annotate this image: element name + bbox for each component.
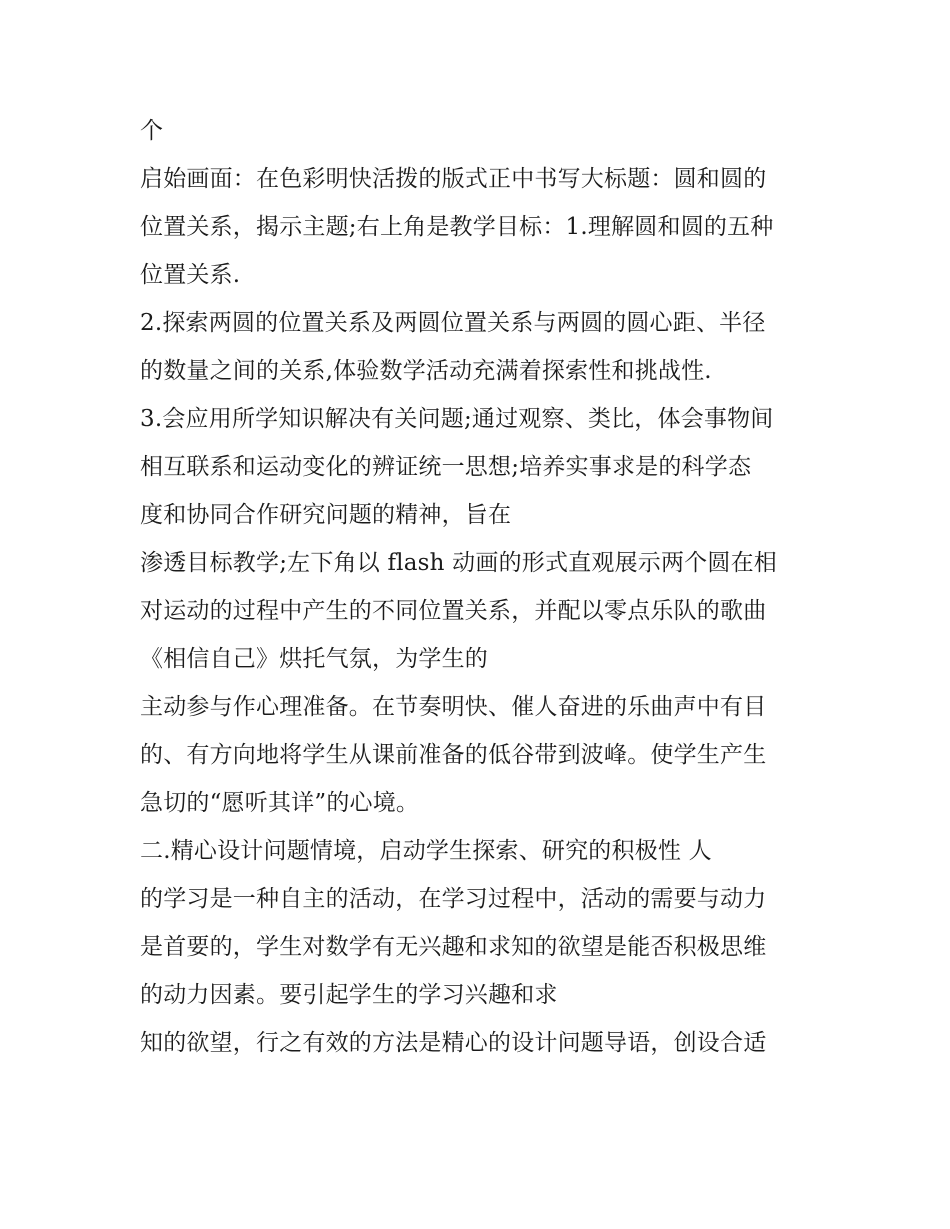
text-line: 位置关系，揭示主题;右上角是教学目标：1.理解圆和圆的五种 <box>140 214 774 240</box>
text-line: 启始画面：在色彩明快活拨的版式正中书写大标题：圆和圆的 <box>140 166 767 192</box>
text-line: 是首要的，学生对数学有无兴趣和求知的欲望是能否积极思维 <box>140 934 767 960</box>
document-body <box>140 107 820 1067</box>
text-line: 的学习是一种自主的活动，在学习过程中，活动的需要与动力 <box>140 886 767 912</box>
text-line: 渗透目标教学;左下角以 flash 动画的形式直观展示两个圆在相 <box>140 550 777 576</box>
text-line: 相互联系和运动变化的辨证统一思想;培养实事求是的科学态 <box>140 454 752 480</box>
text-line: 个 <box>140 118 164 144</box>
text-line: 急切的“愿听其详”的心境。 <box>140 790 420 816</box>
text-line: 知的欲望，行之有效的方法是精心的设计问题导语，创设合适 <box>140 1030 767 1056</box>
text-line: 的动力因素。要引起学生的学习兴趣和求 <box>140 982 558 1008</box>
text-line: 位置关系. <box>140 262 241 288</box>
text-line: 《相信自己》烘托气氛，为学生的 <box>140 646 488 672</box>
text-line: 主动参与作心理准备。在节奏明快、催人奋进的乐曲声中有目 <box>140 694 767 720</box>
text-line: 的、有方向地将学生从课前准备的低谷带到波峰。使学生产生 <box>140 742 767 768</box>
section-heading: 二.精心设计问题情境，启动学生探索、研究的积极性 人 <box>140 838 712 864</box>
text-line: 对运动的过程中产生的不同位置关系，并配以零点乐队的歌曲 <box>140 598 767 624</box>
text-line: 2.探索两圆的位置关系及两圆位置关系与两圆的圆心距、半径 <box>140 310 766 336</box>
text-line: 3.会应用所学知识解决有关问题;通过观察、类比，体会事物间 <box>140 406 774 432</box>
text-line: 度和协同合作研究问题的精神，旨在 <box>140 502 512 528</box>
text-line: 的数量之间的关系,体验数学活动充满着探索性和挑战性. <box>140 358 712 384</box>
